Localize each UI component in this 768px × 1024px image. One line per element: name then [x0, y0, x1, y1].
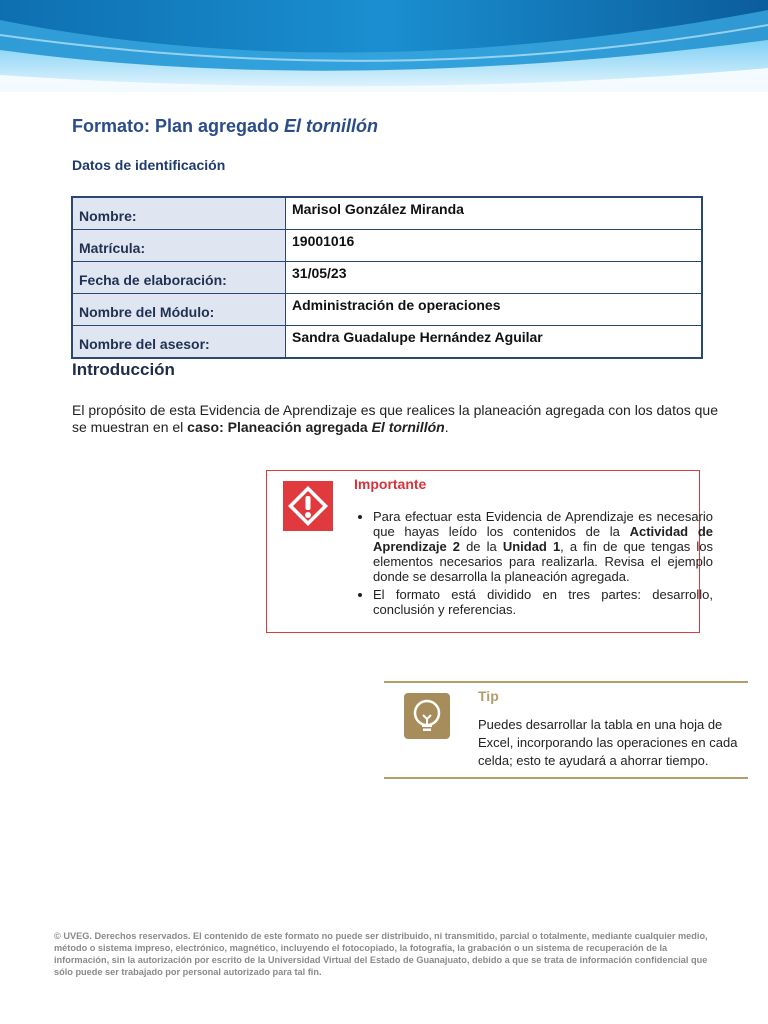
copyright-footer: © UVEG. Derechos reservados. El contenido de este formato no puede ser distribuido, ni transmitido, parcial o totalmente, mediante cualquier medio, método o sistema impreso, electrónico, magnético, incluyendo el fotocopiado, la fotografía, la grabación o un sistema de recuperación de la información, sin la autorización por escrito de la Universidad Virtual del Estado de Guanajuato, debido a que se trata de información confidencial que sólo puede ser trabajado por personal autorizado para tal fin. — [54, 931, 708, 977]
important-callout — [266, 470, 714, 633]
label-cell: Fecha de elaboración: — [72, 262, 286, 294]
intro-paragraph: El propósito de esta Evidencia de Aprendizaje es que realices la planeación agregada con los datos que se muestran en el caso: Planeación agregada El tornillón. — [72, 402, 718, 435]
identification-table — [71, 196, 703, 359]
tip-title: Tip — [478, 688, 499, 704]
lightbulb-icon — [404, 693, 450, 739]
label-cell: Nombre: — [72, 197, 286, 230]
value-cell: Administración de operaciones — [286, 294, 703, 326]
header-banner — [0, 0, 768, 92]
important-title: Importante — [354, 476, 427, 492]
table-row — [72, 294, 702, 326]
value-cell: 19001016 — [286, 230, 703, 262]
list-item: • Para efectuar esta Evidencia de Aprendizaje es necesario que hayas leído los contenidos de la Actividad de Aprendizaje 2 de la Unidad 1, a fin de que tengas los elementos necesarios para realizarla. Revisa el ejemplo donde se desarrolla la planeación agregada. — [373, 509, 713, 584]
value-cell: Sandra Guadalupe Hernández Aguilar — [286, 326, 703, 359]
label-cell: Nombre del Módulo: — [72, 294, 286, 326]
table-row — [72, 197, 702, 230]
label-cell: Nombre del asesor: — [72, 326, 286, 359]
table-row — [72, 230, 702, 262]
section-identification-heading: Datos de identificación — [72, 157, 226, 173]
page-title: Formato: Plan agregado El tornillón — [72, 116, 379, 136]
table-row — [72, 262, 702, 294]
value-cell: Marisol González Miranda — [286, 197, 703, 230]
important-list — [354, 509, 713, 620]
table-row — [72, 326, 702, 359]
tip-callout — [384, 681, 748, 779]
title-italic: El tornillón — [284, 116, 379, 136]
intro-heading: Introducción — [72, 360, 175, 379]
list-item: • El formato está dividido en tres partes: desarrollo, conclusión y referencias. — [373, 587, 713, 617]
value-cell: 31/05/23 — [286, 262, 703, 294]
label-cell: Matrícula: — [72, 230, 286, 262]
tip-text: Puedes desarrollar la tabla en una hoja de Excel, incorporando las operaciones en cada celda; esto te ayudará a ahorrar tiempo. — [478, 717, 738, 768]
warning-icon — [283, 481, 333, 531]
